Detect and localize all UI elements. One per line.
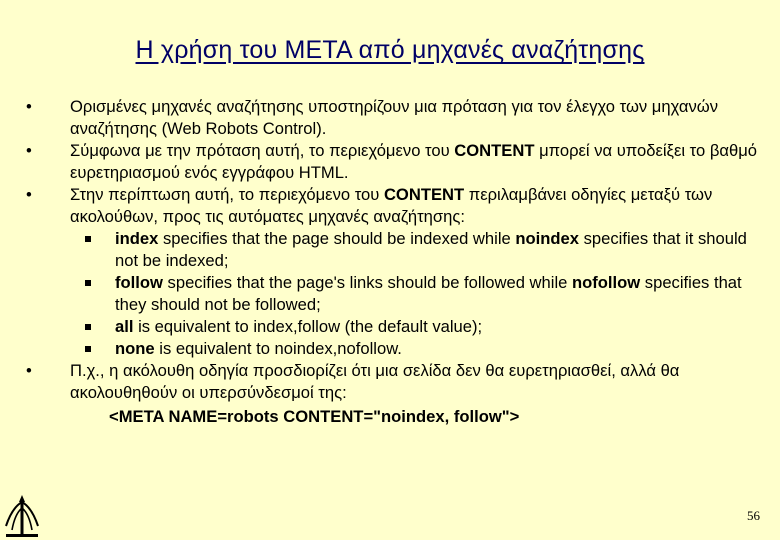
tree-logo-icon (0, 492, 44, 540)
keyword: index (115, 229, 159, 248)
keyword: none (115, 339, 155, 358)
bullet-icon: • (26, 141, 32, 160)
square-bullet-icon (85, 236, 91, 242)
code-example: <META NAME=robots CONTENT="noindex, follow"> (109, 407, 520, 426)
subbullet-item (26, 272, 766, 316)
bullet-item (26, 96, 766, 140)
bullet-text: Σύμφωνα με την πρόταση αυτή, το περιεχόμενο του (70, 141, 455, 160)
slide-title: Η χρήση του ΜΕΤΑ από μηχανές αναζήτησης (135, 36, 645, 64)
subbullet-item (26, 316, 766, 338)
keyword: nofollow (571, 273, 641, 292)
bullet-text: Στην περίπτωση αυτή, το περιεχόμενο του (70, 185, 384, 204)
subbullet-text: is equivalent to index,follow (the default value); (133, 317, 483, 336)
slide-content (26, 96, 766, 428)
bullet-item (26, 140, 766, 184)
keyword: noindex (515, 229, 579, 248)
subbullet-text: specifies that they should not be followed; (115, 273, 742, 314)
subbullet-text: is equivalent to noindex,nofollow. (154, 339, 402, 358)
bullet-text: Π.χ., η ακόλουθη οδηγία προσδιορίζει ότι μια σελίδα δεν θα ευρετηριασθεί, αλλά θα ακολουθηθούν οι υπερσύνδεσμοί της: (70, 361, 680, 402)
keyword-content: CONTENT (383, 185, 465, 204)
square-bullet-icon (85, 346, 91, 352)
keyword: all (115, 317, 134, 336)
subbullet-item (26, 338, 766, 360)
bullet-icon: • (26, 361, 32, 380)
keyword: follow (115, 273, 163, 292)
bullet-text: Ορισμένες μηχανές αναζήτησης υποστηρίζουν μια πρόταση για τον έλεγχο των μηχανών αναζήτησης (Web Robots Control). (70, 97, 718, 138)
subbullet-text: specifies that it should not be indexed; (115, 229, 747, 270)
bullet-icon: • (26, 97, 32, 116)
square-bullet-icon (85, 280, 91, 286)
keyword-content: CONTENT (454, 141, 535, 160)
bullet-text: περιλαμβάνει οδηγίες μεταξύ των ακολούθων, προς τις αυτόματες μηχανές αναζήτησης: (70, 185, 713, 226)
bullet-item (26, 360, 766, 404)
subbullet-text: specifies that the page should be indexed while (158, 229, 516, 248)
square-bullet-icon (85, 324, 91, 330)
subbullet-item (26, 228, 766, 272)
bullet-icon: • (26, 185, 32, 204)
bullet-item (26, 184, 766, 228)
page-number: 56 (747, 508, 760, 523)
subbullet-text: specifies that the page's links should be followed while (162, 273, 572, 292)
bullet-text: μπορεί να υποδείξει το βαθμό ευρετηριασμού ενός εγγράφου HTML. (70, 141, 757, 182)
